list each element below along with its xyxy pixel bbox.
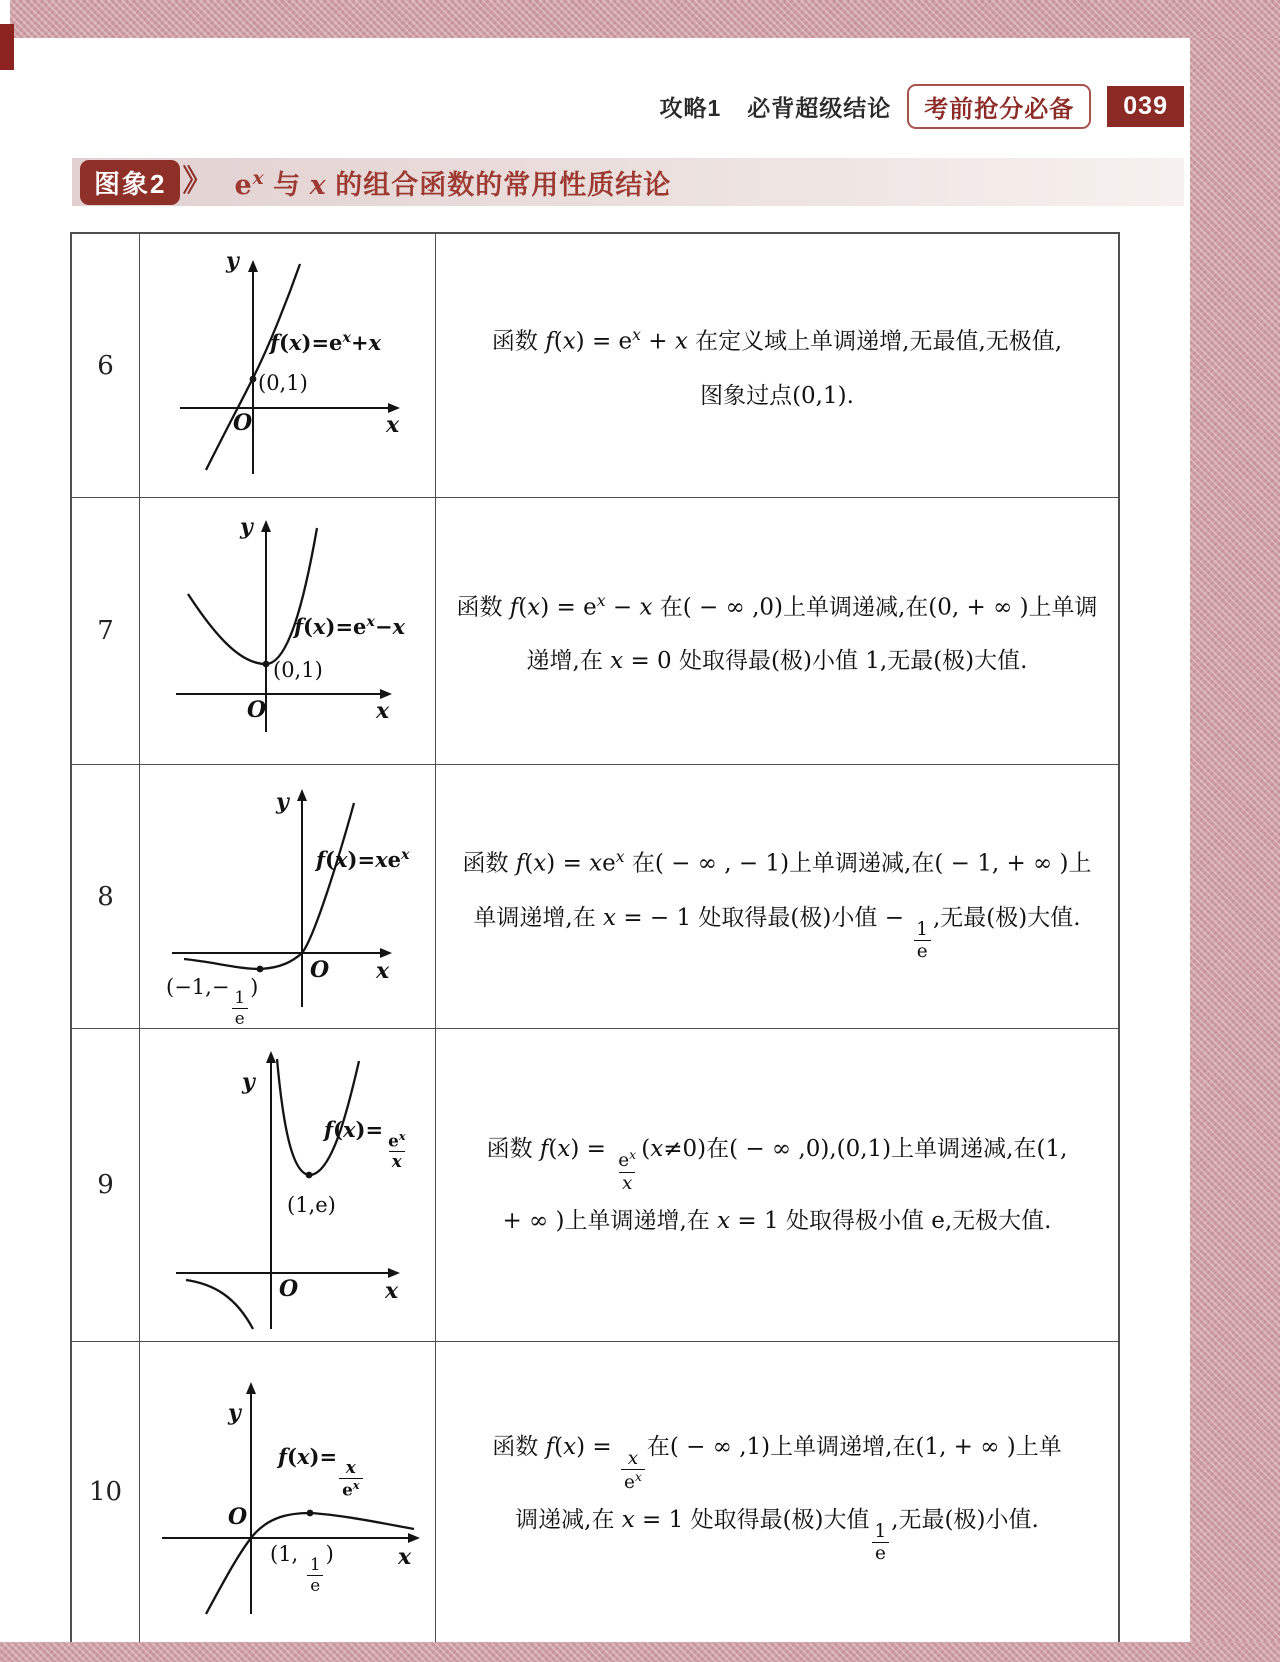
table-row xyxy=(72,497,1118,764)
graph-cell xyxy=(140,1342,436,1642)
page-border-bottom xyxy=(0,1642,1280,1662)
origin-label: O xyxy=(247,697,267,723)
point-label: (0,1) xyxy=(258,371,308,395)
point-label: (0,1) xyxy=(273,658,323,682)
description-cell xyxy=(436,1029,1118,1341)
row-number: 7 xyxy=(72,498,140,764)
description-text: 函数 $f(x) = xe^x$ 在( − ∞ , − 1)上单调递减,在( − 1, + ∞ )上 单调递增,在 x = − 1 处取得最(极)小值 − $\frac{1}{e}$ ,无最(极)大值. xyxy=(462,847,1092,963)
description-cell xyxy=(436,498,1118,764)
description-text: 函数 f(x) = $\frac{x}{e^x}$ 在( − ∞ ,1)上单调递增,在(1, + ∞ )上单 调递减,在 x = 1 处取得最(极)大值 $\frac{1}{e}$ ,无最(极)小值. xyxy=(492,1433,1062,1565)
origin-label: O xyxy=(233,410,253,436)
graph-exp-plus-x xyxy=(158,246,438,486)
graph-x-exp xyxy=(152,775,436,1028)
chapter-heading xyxy=(659,90,891,123)
x-axis-label: x xyxy=(376,698,390,724)
table-row xyxy=(72,1341,1118,1642)
function-label: f(x)= $\frac{x}{e^x}$ xyxy=(278,1444,365,1499)
corner-mark xyxy=(0,24,14,70)
function-label: $f(x)=e^x+x$ xyxy=(270,330,382,355)
y-axis-label: y xyxy=(226,248,239,274)
point-label: (−1,− $\frac{1}{e}$ ) xyxy=(166,975,259,1028)
x-axis-label: x xyxy=(376,958,390,984)
page-border-top xyxy=(10,0,1280,38)
graph-cell xyxy=(140,234,436,497)
x-axis-label: x xyxy=(386,412,400,438)
header-badge: 考前抢分必备 xyxy=(907,84,1091,129)
graph-cell xyxy=(140,765,436,1028)
chapter-number: 攻略1 xyxy=(659,95,722,121)
y-axis-label: y xyxy=(228,1400,241,1426)
function-label: f(x)= $\frac{e^x}{x}$ xyxy=(324,1117,406,1171)
page-header xyxy=(659,84,1184,129)
graph-exp-minus-x xyxy=(154,510,434,740)
graph-6-plot xyxy=(158,246,438,486)
description-text: 函数 f(x) = $\frac{e^x}{x}$ (x≠0)在( − ∞ ,0),(0,1)上单调递减,在(1, + ∞ )上单调递增,在 x = 1 处取得极小值 e,无极大值. xyxy=(486,1136,1068,1234)
table-row xyxy=(72,764,1118,1028)
y-axis-label: y xyxy=(276,789,289,815)
description-cell xyxy=(436,234,1118,497)
graph-cell xyxy=(140,498,436,764)
row-number: 9 xyxy=(72,1029,140,1341)
page-border-right xyxy=(1190,0,1280,1662)
function-label: $f(x)=xe^x$ xyxy=(316,847,410,872)
table-row xyxy=(72,234,1118,497)
description-cell xyxy=(436,765,1118,1028)
row-number: 8 xyxy=(72,765,140,1028)
y-axis-label: y xyxy=(240,514,253,540)
x-axis-label: x xyxy=(398,1544,412,1570)
x-axis-label: x xyxy=(385,1278,399,1304)
graph-exp-over-x xyxy=(156,1037,436,1337)
row-number: 6 xyxy=(72,234,140,497)
section-banner xyxy=(72,158,1184,206)
origin-label: O xyxy=(279,1276,299,1302)
graph-cell xyxy=(140,1029,436,1341)
page-number: 039 xyxy=(1107,86,1184,127)
conclusions-table xyxy=(70,232,1120,1644)
point-label: (1, $\frac{1}{e}$ ) xyxy=(270,1542,334,1595)
description-text: 函数 $f(x) = e^x + x$ 在定义域上单调递增,无最值,无极值, 图象过点(0,1). xyxy=(491,325,1063,409)
section-tag: 图象2 xyxy=(80,160,180,205)
description-text: 函数 $f(x) = e^x - x$ 在( − ∞ ,0)上单调递减,在(0, + ∞ )上单调 递增,在 x = 0 处取得最(极)小值 1,无最(极)大值. xyxy=(456,590,1098,675)
origin-label: O xyxy=(228,1504,248,1530)
chapter-title: 必背超级结论 xyxy=(747,95,892,121)
section-title: $e^x$ 与 x 的组合函数的常用性质结论 xyxy=(234,167,672,201)
row-number: 10 xyxy=(72,1342,140,1642)
origin-label: O xyxy=(310,957,330,983)
description-cell xyxy=(436,1342,1118,1642)
point-label: (1,e) xyxy=(287,1193,336,1217)
function-label: $f(x)=e^x-x$ xyxy=(294,614,406,639)
y-axis-label: y xyxy=(242,1069,255,1095)
table-row xyxy=(72,1028,1118,1341)
graph-x-over-exp xyxy=(148,1362,436,1630)
chevron-right-icon: 》 xyxy=(182,165,213,198)
